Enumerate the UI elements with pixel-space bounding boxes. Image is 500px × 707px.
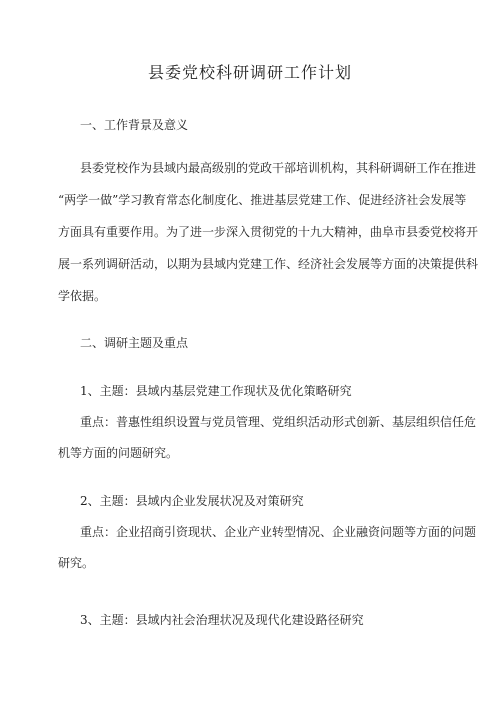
document-title: 县委党校科研调研工作计划 bbox=[147, 63, 352, 82]
paragraph-line: “两学一做”学习教育常态化制度化、推进基层党建工作、促进经济社会发展等 bbox=[58, 193, 467, 207]
section-paragraph-background bbox=[58, 152, 479, 312]
section-heading-background: 一、工作背景及意义 bbox=[80, 118, 189, 132]
topic-focus-line: 研究。 bbox=[58, 556, 95, 570]
paragraph-line: 展一系列调研活动，以期为县域内党建工作、经济社会发展等方面的决策提供科 bbox=[58, 257, 479, 271]
topic-title: 1、主题：县域内基层党建工作现状及优化策略研究 bbox=[80, 384, 352, 398]
topic-title: 3、主题：县域内社会治理状况及现代化建设路径研究 bbox=[80, 613, 364, 627]
topic-focus-line: 重点：企业招商引资现状、企业产业转型情况、企业融资问题等方面的问题 bbox=[80, 525, 477, 539]
paragraph-line: 方面具有重要作用。为了进一步深入贯彻党的十九大精神，曲阜市县委党校将开 bbox=[58, 225, 479, 239]
topic-focus-line: 重点：普惠性组织设置与党员管理、党组织活动形式创新、基层组织信任危 bbox=[80, 415, 477, 429]
paragraph-line: 学依据。 bbox=[58, 289, 107, 303]
topic-title: 2、主题：县域内企业发展状况及对策研究 bbox=[80, 494, 304, 508]
section-heading-topics: 二、调研主题及重点 bbox=[80, 336, 189, 350]
topic-focus-line: 机等方面的问题研究。 bbox=[58, 446, 179, 460]
paragraph-line: 县委党校作为县域内最高级别的党政干部培训机构，其科研调研工作在推进 bbox=[80, 161, 477, 175]
